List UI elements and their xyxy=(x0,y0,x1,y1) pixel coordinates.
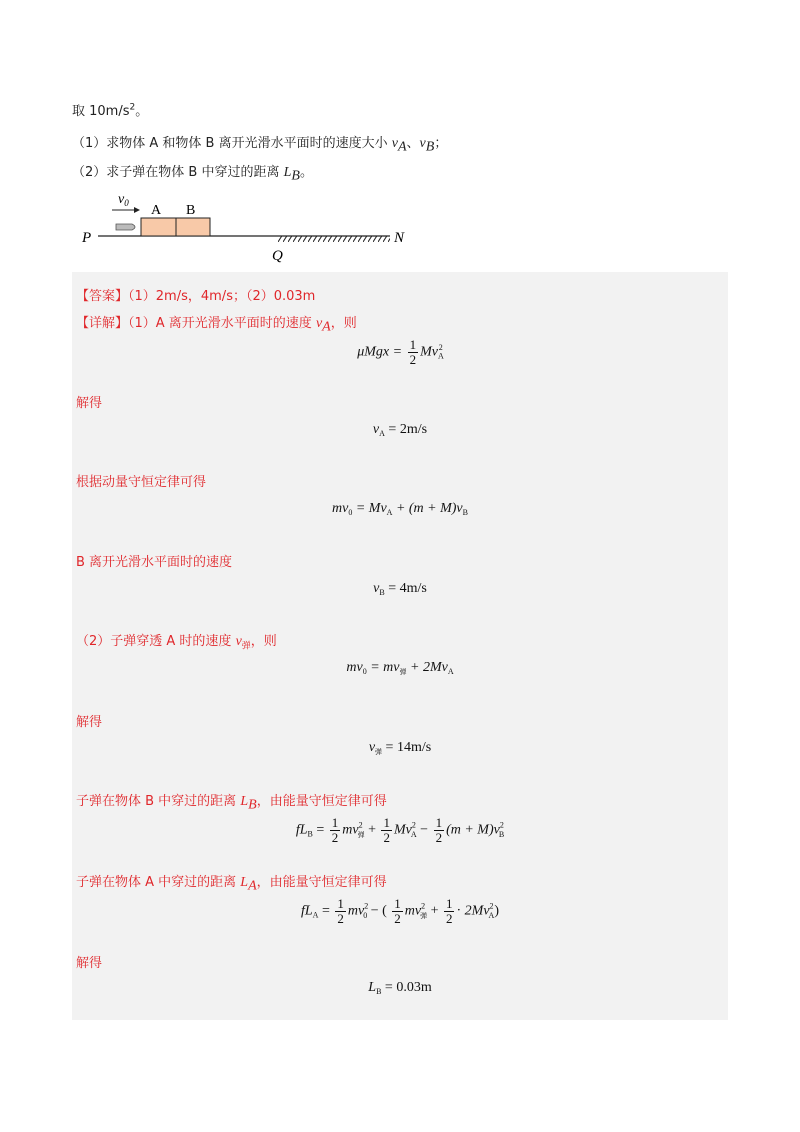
sub: B xyxy=(379,588,385,597)
sub: B xyxy=(376,987,382,996)
term: 2Mv xyxy=(464,903,490,919)
var-v: v xyxy=(372,422,380,437)
sup: 2 xyxy=(438,342,443,352)
sub: 弹 xyxy=(357,830,365,839)
value: 4m/s xyxy=(399,581,427,596)
sub: 弹 xyxy=(420,911,428,920)
numerator: 1 xyxy=(435,815,443,830)
var-L: L xyxy=(368,980,377,995)
text: 、 xyxy=(406,136,420,151)
question-line-0 xyxy=(72,100,148,119)
answer-text: （1）2m/s，4m/s；（2）0.03m xyxy=(128,289,316,304)
text: 。 xyxy=(299,165,313,180)
sub: B xyxy=(462,508,468,517)
term: fL xyxy=(295,822,308,838)
eq-lhs: μMgx = xyxy=(357,344,406,360)
sub: 弹 xyxy=(375,748,383,756)
var-v: v xyxy=(391,136,398,151)
label-v0: $v_0$ xyxy=(118,192,129,208)
sub: A xyxy=(248,878,257,894)
var-v: v xyxy=(419,136,426,151)
block-a xyxy=(141,218,176,236)
sub: 弹 xyxy=(399,668,407,676)
text: ，则 xyxy=(330,316,357,331)
var-L: L xyxy=(283,165,292,180)
solve-label-3: 解得 xyxy=(76,956,103,971)
equation-3 xyxy=(72,501,728,517)
denominator: 2 xyxy=(435,830,443,845)
equation-7: $fL_B$ = $\frac{1}{2}$ $mv^2_弹$ + $\frac{1}{2}$ $Mv^2_A$ − $\frac{1}{2}$ $(m + M)v^2_B$ xyxy=(295,815,505,845)
solve-label-1: 解得 xyxy=(76,396,103,411)
block-b xyxy=(176,218,210,236)
fraction xyxy=(392,897,403,926)
text: （2）求子弹在物体 B 中穿过的距离 xyxy=(72,165,284,180)
equation-8: $fL_A$ = $\frac{1}{2}$ $mv^2_0$ − ( $\frac{1}{2}$ $mv^2_弹$ + $\frac{1}{2}$ · $2Mv^2_A$) xyxy=(300,896,499,926)
superscript: 2 xyxy=(129,102,136,113)
detail-line xyxy=(76,312,357,336)
denominator: 2 xyxy=(331,830,339,845)
denominator: 2 xyxy=(383,830,390,845)
label-b: B xyxy=(186,203,196,218)
term: mv xyxy=(347,903,365,919)
term: = mv xyxy=(366,660,400,675)
var-L: L xyxy=(240,794,249,809)
energy-b-line xyxy=(76,790,387,814)
equation-6: $v_弹 = 14m/s$ xyxy=(368,740,432,756)
sup: 2 xyxy=(364,901,369,911)
var-L: L xyxy=(240,875,249,890)
rough-surface xyxy=(278,236,390,242)
sub: B xyxy=(307,829,313,839)
denominator: 2 xyxy=(409,352,417,367)
fraction xyxy=(381,816,392,845)
sub: 弹 xyxy=(241,641,251,652)
energy-a-line xyxy=(76,871,387,895)
sup: 2 xyxy=(358,820,363,830)
sub: 0 xyxy=(363,910,368,920)
denominator: 2 xyxy=(445,911,453,926)
numerator: 1 xyxy=(337,896,344,911)
equation-1 xyxy=(72,338,728,367)
term: Mv xyxy=(393,822,412,838)
sub: A xyxy=(379,429,385,438)
answer-panel xyxy=(72,272,728,1020)
answer-line xyxy=(76,285,315,304)
value: 0.03m xyxy=(396,980,432,995)
denominator: 2 xyxy=(394,911,401,926)
fraction xyxy=(330,816,341,845)
question-1 xyxy=(72,132,447,156)
sub-A: A xyxy=(397,139,407,155)
sub: A xyxy=(312,910,319,920)
denominator: 2 xyxy=(337,911,344,926)
term: mv xyxy=(332,501,349,516)
sub-B: B xyxy=(425,139,435,155)
detail-label: 【详解】 xyxy=(76,316,129,331)
var-v: v xyxy=(373,581,380,596)
text: 子弹在物体 A 中穿过的距离 xyxy=(76,875,241,890)
text: 。 xyxy=(135,104,149,119)
sub: B xyxy=(498,829,505,839)
sub: A xyxy=(488,910,495,920)
term: + (m + M)v xyxy=(392,501,463,516)
fraction xyxy=(335,897,346,926)
text: （1）求物体 A 和物体 B 离开光滑水平面时的速度大小 xyxy=(72,136,392,151)
sub: A xyxy=(410,829,417,839)
equation-9: $L_B = 0.03m$ xyxy=(368,980,432,996)
eq-rhs: Mv xyxy=(420,344,438,360)
text: ，由能量守恒定律可得 xyxy=(256,794,387,809)
equation-4: $v_B = 4m/s$ xyxy=(373,581,427,597)
label-a: A xyxy=(151,203,162,218)
value: 2m/s xyxy=(399,422,428,437)
term: mv xyxy=(404,903,422,919)
label-n: N xyxy=(394,230,405,246)
answer-label: 【答案】 xyxy=(76,289,129,304)
fraction xyxy=(434,816,445,845)
var-v: v xyxy=(235,634,242,649)
numerator: 1 xyxy=(394,896,401,911)
fraction xyxy=(408,338,419,367)
text: （1）A 离开光滑水平面时的速度 xyxy=(128,316,316,331)
label-p: P xyxy=(82,230,92,246)
text: （2）子弹穿透 A 时的速度 xyxy=(76,634,236,649)
equation-5 xyxy=(72,660,728,677)
text: ； xyxy=(434,136,448,151)
fraction xyxy=(444,897,455,926)
sub: A xyxy=(322,319,331,335)
sub: 0 xyxy=(362,667,367,676)
sub: 0 xyxy=(348,508,353,517)
label-q: Q xyxy=(272,248,283,264)
text: 取 10m/s xyxy=(72,104,130,119)
physics-diagram xyxy=(78,186,418,266)
b-leave-text: B 离开光滑水平面时的速度 xyxy=(76,555,233,570)
numerator: 1 xyxy=(331,815,339,830)
numerator: 1 xyxy=(445,896,453,911)
sub: A xyxy=(447,667,454,676)
var-v: v xyxy=(315,316,323,331)
text: ，则 xyxy=(250,634,277,649)
sup: 2 xyxy=(411,820,416,830)
term: fL xyxy=(300,903,313,919)
momentum-text: 根据动量守恒定律可得 xyxy=(76,475,207,490)
term: + 2Mv xyxy=(406,660,448,675)
term: (m + M)v xyxy=(446,822,500,838)
arrow-head-icon xyxy=(134,207,140,213)
sub: A xyxy=(386,508,393,517)
numerator: 1 xyxy=(383,815,390,830)
part2-line xyxy=(76,630,277,652)
numerator: 1 xyxy=(409,337,417,352)
bullet-icon xyxy=(116,224,135,230)
term: = Mv xyxy=(352,501,387,516)
text: ，由能量守恒定律可得 xyxy=(256,875,387,890)
sup: 2 xyxy=(499,820,504,830)
sub: A xyxy=(437,351,444,361)
sup: 2 xyxy=(421,901,426,911)
term: mv xyxy=(342,822,359,838)
question-2 xyxy=(72,161,313,185)
sub-B: B xyxy=(291,168,300,184)
var-v: v xyxy=(368,740,376,755)
sup: 2 xyxy=(489,901,494,911)
equation-2: $v_A = 2m/s$ xyxy=(372,422,428,438)
value: 14m/s xyxy=(396,740,432,755)
sub: B xyxy=(248,797,257,813)
text: 子弹在物体 B 中穿过的距离 xyxy=(76,794,241,809)
solve-label-2: 解得 xyxy=(76,715,103,730)
term: mv xyxy=(346,660,363,675)
